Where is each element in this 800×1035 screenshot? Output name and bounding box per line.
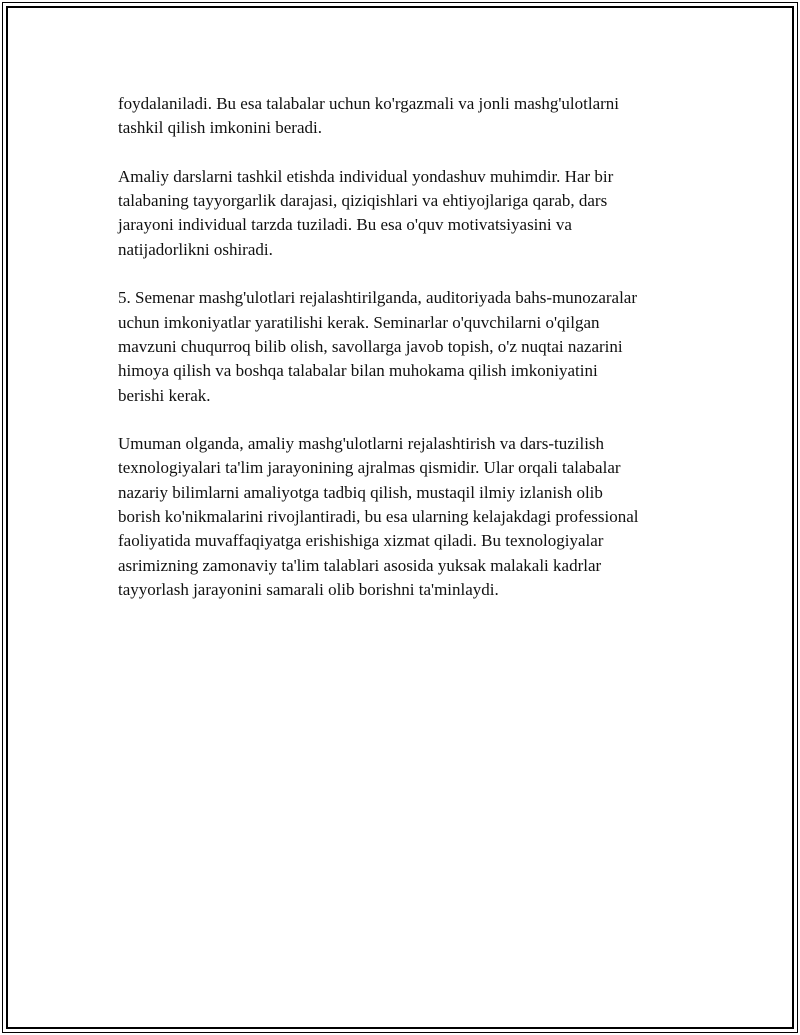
paragraph-individual-approach: Amaliy darslarni tashkil etishda individual yondashuv muhimdir. Har bir talabaning tayyorgarlik darajasi, qiziqishlari va ehtiyojlariga qarab, dars jarayoni individual tarzda tuziladi. Bu esa o'quv motivatsiyasini va natijadorlikni oshiradi. xyxy=(118,166,614,259)
paragraph-continuation: foydalaniladi. Bu esa talabalar uchun ko'rgazmali va jonli mashg'ulotlarni tashkil qilish imkonini beradi. xyxy=(118,94,620,138)
paragraph-seminar-planning: 5. Semenar mashg'ulotlari rejalashtirilganda, auditoriyada bahs-munozaralar uchun imkoniyatlar yaratilishi kerak. Seminarlar o'quvchilarni o'qilgan mavzuni chuqurroq bilib olish, savollarga javob topish, o'z nuqtai nazarini himoya qilish va boshqa talabalar bilan muhokama qilish imkoniyatini berishi kerak. xyxy=(118,288,638,405)
paragraph-conclusion: Umuman olganda, amaliy mashg'ulotlarni rejalashtirish va dars-tuzilish texnologiyalari ta'lim jarayonining ajralmas qismidir. Ular orqali talabalar nazariy bilimlarni amaliyotga tadbiq qilish, mustaqil ilmiy izlanish olib borish ko'nikmalarini rivojlantiradi, bu esa ularning kelajakdagi professional faoliyatida muvaffaqiyatga erishishiga xizmat qiladi. Bu texnologiyalar asrimizning zamonaviy ta'lim talablari asosida yuksak malakali kadrlar tayyorlash jarayonini samarali olib borishni ta'minlaydi. xyxy=(118,434,639,599)
document-body xyxy=(118,92,698,627)
